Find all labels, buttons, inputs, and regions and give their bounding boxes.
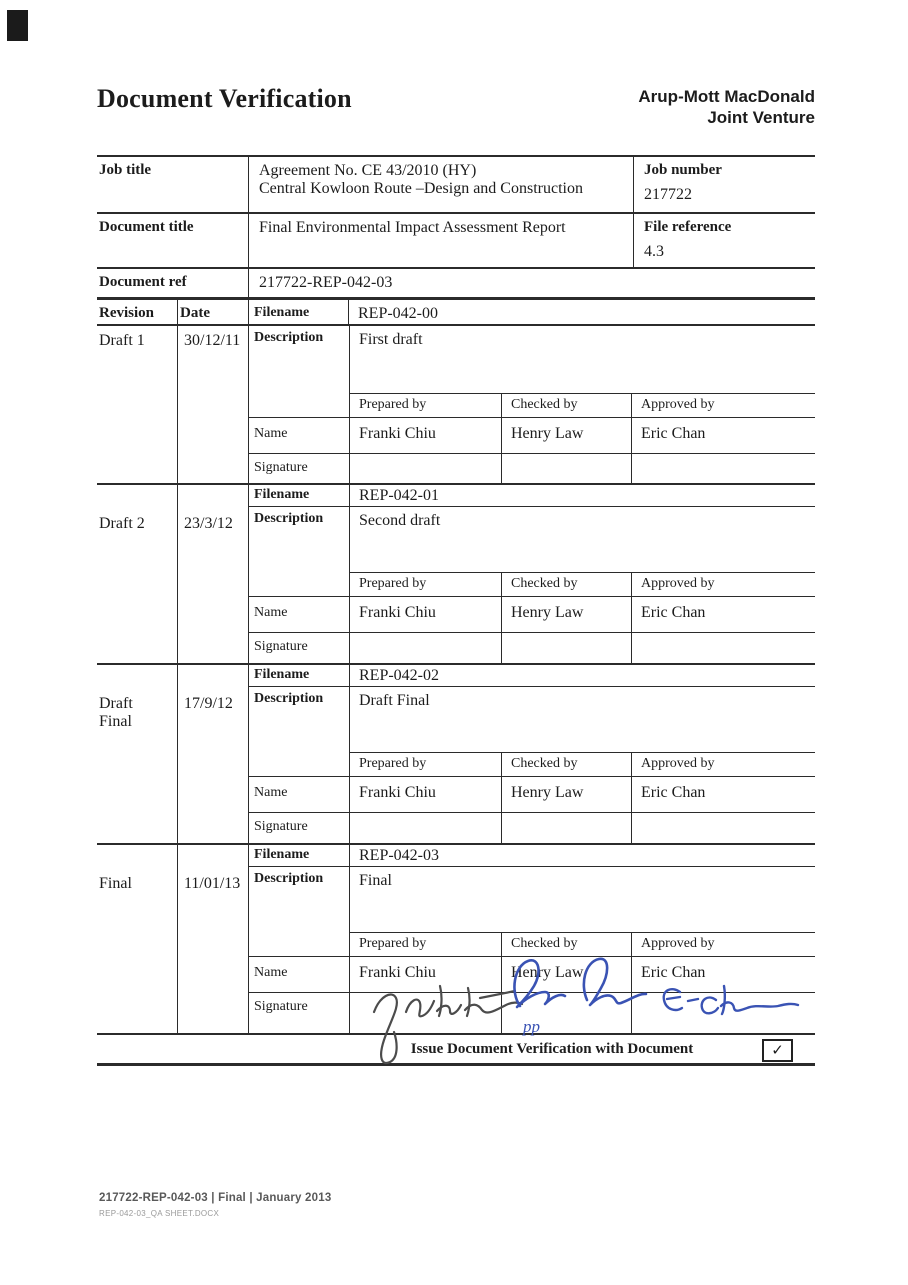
name-row xyxy=(249,418,815,454)
name-row-label: Name xyxy=(254,965,288,980)
org-line1: Arup-Mott MacDonald xyxy=(638,87,815,106)
filename-label: Filename xyxy=(254,667,310,682)
pp-note: pp xyxy=(523,1017,540,1036)
description-label: Description xyxy=(254,511,324,526)
signature-row xyxy=(249,993,815,1033)
signature-row-label: Signature xyxy=(254,639,308,654)
revision-label: Draft Final xyxy=(99,695,133,730)
revision-date: 30/12/11 xyxy=(177,326,248,483)
signature-cell xyxy=(349,633,501,663)
by-header-row xyxy=(249,394,815,418)
revision-header-row xyxy=(97,297,815,326)
approved-by-name: Eric Chan xyxy=(631,777,815,812)
description-value: First draft xyxy=(349,326,815,394)
filename-label: Filename xyxy=(254,487,310,502)
document-title-value: Final Environmental Impact Assessment Report xyxy=(248,214,633,267)
signature-row-label: Signature xyxy=(254,460,308,475)
issue-row xyxy=(97,1035,815,1066)
document-ref-label: Document ref xyxy=(99,274,187,290)
file-reference-label: File reference xyxy=(644,219,732,235)
description-label: Description xyxy=(254,330,324,345)
name-row xyxy=(249,597,815,633)
job-number-cell xyxy=(633,157,815,212)
signature-cell xyxy=(349,454,501,483)
page-footer xyxy=(99,1192,331,1218)
organization-name xyxy=(638,84,815,129)
job-number-value: 217722 xyxy=(644,186,692,203)
verification-table xyxy=(97,155,815,1066)
revision-block-draft2 xyxy=(97,485,815,665)
description-value: Draft Final xyxy=(349,687,815,753)
filename-value: REP-042-00 xyxy=(348,300,815,324)
signature-cell xyxy=(501,633,631,663)
revision-column-header: Revision xyxy=(99,305,155,321)
by-header-row xyxy=(249,933,815,957)
revision-label: Draft 1 xyxy=(99,332,145,349)
signature-row-label: Signature xyxy=(254,999,308,1014)
signature-cell xyxy=(501,454,631,483)
document-title-row xyxy=(97,212,815,267)
job-title-value xyxy=(248,157,633,212)
file-reference-cell xyxy=(633,214,815,267)
checked-by-name: Henry Law xyxy=(501,418,631,453)
approved-by-name: Eric Chan xyxy=(631,957,815,992)
signature-row xyxy=(249,454,815,483)
signature-row xyxy=(249,633,815,663)
job-title-label: Job title xyxy=(99,162,152,178)
by-header-row xyxy=(249,753,815,777)
approved-by-header: Approved by xyxy=(631,573,815,596)
prepared-by-header: Prepared by xyxy=(349,573,501,596)
name-row xyxy=(249,777,815,813)
prepared-by-name: Franki Chiu xyxy=(349,777,501,812)
signature-cell xyxy=(631,993,815,1033)
revision-label: Final xyxy=(99,875,132,892)
by-header-row xyxy=(249,573,815,597)
prepared-by-header: Prepared by xyxy=(349,753,501,776)
signature-cell xyxy=(501,813,631,843)
job-title-line1: Agreement No. CE 43/2010 (HY) xyxy=(259,162,477,179)
job-number-label: Job number xyxy=(644,162,722,178)
checked-by-name: Henry Law xyxy=(501,957,631,992)
document-title-label: Document title xyxy=(99,219,194,235)
file-reference-value: 4.3 xyxy=(644,243,664,260)
description-label: Description xyxy=(254,691,324,706)
revision-block-final xyxy=(97,845,815,1035)
issue-label: Issue Document Verification with Document xyxy=(410,1041,694,1057)
name-row-label: Name xyxy=(254,785,288,800)
checked-by-name: Henry Law xyxy=(501,777,631,812)
signature-cell xyxy=(349,993,501,1033)
revision-date: 11/01/13 xyxy=(177,845,248,1033)
description-value: Second draft xyxy=(349,507,815,573)
name-row-label: Name xyxy=(254,605,288,620)
approved-by-header: Approved by xyxy=(631,753,815,776)
date-column-header: Date xyxy=(177,300,248,324)
signature-cell xyxy=(631,633,815,663)
filename-value: REP-042-02 xyxy=(349,665,815,686)
checked-by-name: Henry Law xyxy=(501,597,631,632)
revision-date: 23/3/12 xyxy=(177,485,248,663)
description-row xyxy=(249,507,815,573)
document-ref-value: 217722-REP-042-03 xyxy=(248,269,815,297)
signature-cell xyxy=(501,993,631,1033)
signature-row-label: Signature xyxy=(254,819,308,834)
description-row xyxy=(249,867,815,933)
approved-by-header: Approved by xyxy=(631,394,815,417)
revision-label: Draft 2 xyxy=(99,515,145,532)
signature-cell xyxy=(631,454,815,483)
job-title-row xyxy=(97,157,815,212)
name-row xyxy=(249,957,815,993)
scan-corner-mark xyxy=(7,10,28,41)
approved-by-name: Eric Chan xyxy=(631,597,815,632)
name-row-label: Name xyxy=(254,426,288,441)
checked-by-header: Checked by xyxy=(501,394,631,417)
approved-by-name: Eric Chan xyxy=(631,418,815,453)
filename-row xyxy=(249,665,815,687)
checked-by-header: Checked by xyxy=(501,753,631,776)
prepared-by-header: Prepared by xyxy=(349,933,501,956)
page-title: Document Verification xyxy=(97,84,352,113)
description-value: Final xyxy=(349,867,815,933)
revision-date: 17/9/12 xyxy=(177,665,248,843)
prepared-by-name: Franki Chiu xyxy=(349,418,501,453)
org-line2: Joint Venture xyxy=(707,108,815,128)
filename-value: REP-042-01 xyxy=(349,485,815,506)
filename-label: Filename xyxy=(254,847,310,862)
document-ref-row xyxy=(97,267,815,297)
checked-by-header: Checked by xyxy=(501,573,631,596)
job-title-line2: Central Kowloon Route –Design and Construction xyxy=(259,180,583,197)
approved-by-header: Approved by xyxy=(631,933,815,956)
description-row xyxy=(249,687,815,753)
filename-value: REP-042-03 xyxy=(349,845,815,866)
signature-row xyxy=(249,813,815,843)
revision-block-draftfinal xyxy=(97,665,815,845)
prepared-by-header: Prepared by xyxy=(349,394,501,417)
description-row xyxy=(249,326,815,394)
revision-block-draft1 xyxy=(97,326,815,485)
prepared-by-name: Franki Chiu xyxy=(349,957,501,992)
filename-row xyxy=(249,845,815,867)
page-header xyxy=(97,84,815,129)
checked-by-header: Checked by xyxy=(501,933,631,956)
footer-filename: REP-042-03_QA SHEET.DOCX xyxy=(99,1209,220,1218)
prepared-by-name: Franki Chiu xyxy=(349,597,501,632)
signature-cell xyxy=(349,813,501,843)
footer-doc-ref: 217722-REP-042-03 | Final | January 2013 xyxy=(99,1192,332,1204)
issue-checkbox[interactable] xyxy=(762,1039,793,1062)
filename-row xyxy=(249,485,815,507)
description-label: Description xyxy=(254,871,324,886)
filename-label: Filename xyxy=(248,300,348,324)
checkmark-icon: ✓ xyxy=(771,1043,784,1059)
signature-cell xyxy=(631,813,815,843)
